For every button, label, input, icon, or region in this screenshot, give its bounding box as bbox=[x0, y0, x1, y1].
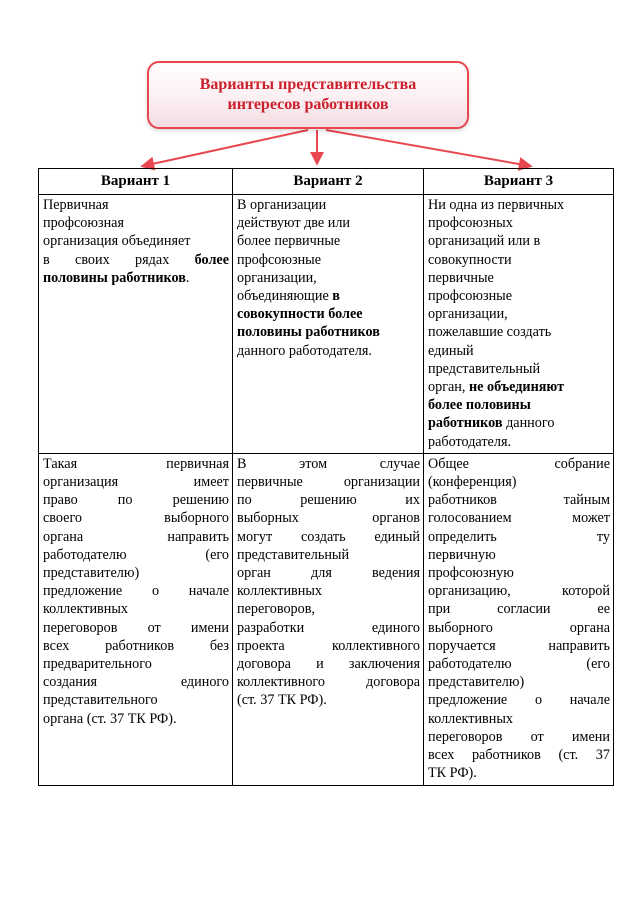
text-line: организацию, которой bbox=[428, 583, 610, 600]
text-line: Ни одна из первичных bbox=[428, 197, 565, 213]
header-variant-2: Вариант 2 bbox=[233, 169, 424, 195]
text-line: переговоров от имени bbox=[428, 728, 610, 745]
text-line: могут создать единый bbox=[237, 528, 420, 545]
text-line: профсоюзные bbox=[237, 251, 321, 268]
text-line bbox=[237, 287, 420, 305]
bold-line: совокупности более bbox=[237, 306, 363, 323]
text-line: коллективных bbox=[237, 583, 322, 600]
header-row bbox=[39, 169, 614, 195]
text-line: работодателю (его bbox=[428, 656, 610, 673]
text-line: пожелавшие создать bbox=[428, 324, 552, 341]
text-line: представительный bbox=[237, 546, 350, 563]
text-line: переговоров от имени bbox=[43, 619, 229, 636]
arrow-to-variant-1 bbox=[143, 130, 308, 166]
table-row bbox=[39, 453, 614, 785]
text-fragment: в своих рядах bbox=[43, 251, 170, 268]
text-line: единый bbox=[428, 342, 474, 359]
text-line: (ст. 37 ТК РФ). bbox=[237, 692, 327, 709]
text-line: при согласии ее bbox=[428, 601, 610, 618]
text-line: коллективного договора bbox=[237, 674, 420, 691]
cell-r1-variant-1 bbox=[39, 195, 233, 454]
text-line: профсоюзных bbox=[428, 215, 513, 232]
text-line: по решению их bbox=[237, 492, 420, 509]
text-line: всех работников без bbox=[43, 637, 229, 654]
text-line: создания единого bbox=[43, 674, 229, 691]
text-line: совокупности bbox=[428, 251, 512, 268]
text-line: договора и заключения bbox=[237, 656, 420, 673]
text-line: коллективных bbox=[428, 710, 513, 727]
text-fragment: данного bbox=[506, 415, 555, 432]
title-box bbox=[147, 61, 469, 129]
text-line: действуют две или bbox=[237, 215, 351, 232]
text-line: выборных органов bbox=[237, 510, 420, 527]
text-line bbox=[428, 414, 610, 432]
bold-fragment: не объединяют bbox=[469, 379, 565, 396]
text-line bbox=[43, 251, 229, 269]
text-line: профсоюзную bbox=[428, 565, 514, 582]
bold-fragment: работников bbox=[428, 415, 503, 432]
text-line: данного работодателя. bbox=[237, 342, 372, 359]
text-line: организация имеет bbox=[43, 474, 229, 491]
arrow-to-variant-3 bbox=[326, 130, 530, 166]
text-line bbox=[428, 378, 610, 396]
text-line: коллективных bbox=[43, 601, 128, 618]
text-line: первичную bbox=[428, 546, 496, 563]
text-line: представительный bbox=[428, 360, 541, 377]
text-line: разработки единого bbox=[237, 619, 420, 636]
text-line: право по решению bbox=[43, 492, 229, 509]
cell-r2-variant-3 bbox=[424, 453, 614, 785]
text-line: первичные bbox=[428, 269, 494, 286]
text-line: органа (ст. 37 ТК РФ). bbox=[43, 710, 177, 727]
text-line: своего выборного bbox=[43, 510, 229, 527]
text-line: профсоюзная bbox=[43, 215, 124, 232]
text-line: организации, bbox=[237, 269, 317, 286]
text-line: проекта коллективного bbox=[237, 637, 420, 654]
variants-table bbox=[38, 168, 614, 786]
text-line: органа направить bbox=[43, 528, 229, 545]
text-line: поручается направить bbox=[428, 637, 610, 654]
header-variant-1: Вариант 1 bbox=[39, 169, 233, 195]
text-line: организации, bbox=[428, 306, 508, 323]
text-line: работодателю (его bbox=[43, 546, 229, 563]
cell-r2-variant-2 bbox=[233, 453, 424, 785]
text-line: голосованием может bbox=[428, 510, 610, 527]
text-fragment: объединяющие bbox=[237, 288, 329, 305]
cell-r1-variant-2 bbox=[233, 195, 424, 454]
text-line: профсоюзные bbox=[428, 288, 512, 305]
cell-r2-variant-1 bbox=[39, 453, 233, 785]
bold-line: более половины bbox=[428, 397, 531, 414]
text-line: работников тайным bbox=[428, 492, 610, 509]
text-line: всех работников (ст. 37 bbox=[428, 747, 610, 764]
table-row bbox=[39, 195, 614, 454]
text-line: предварительного bbox=[43, 656, 152, 673]
title-line-1: Варианты представительства bbox=[199, 76, 417, 93]
text-line: предложение о начале bbox=[43, 583, 229, 600]
title-line-2: интересов работников bbox=[227, 96, 389, 113]
text-line: представителю) bbox=[43, 565, 140, 582]
bold-fragment: в bbox=[332, 288, 340, 305]
text-line: Общее собрание bbox=[428, 455, 610, 472]
text-line: представителю) bbox=[428, 674, 525, 691]
bold-fragment: более bbox=[194, 251, 230, 268]
bold-fragment: половины работников bbox=[43, 269, 186, 286]
text-line: первичные организации bbox=[237, 474, 420, 491]
header-variant-3: Вариант 3 bbox=[424, 169, 614, 195]
text-line: работодателя. bbox=[428, 433, 512, 450]
bold-line: половины работников bbox=[237, 324, 380, 341]
text-line: организаций или в bbox=[428, 233, 541, 250]
text-line: выборного органа bbox=[428, 619, 610, 636]
text-line: определить ту bbox=[428, 528, 610, 545]
text-line: организация объединяет bbox=[43, 233, 191, 250]
text-line: представительного bbox=[43, 692, 158, 709]
cell-r1-variant-3 bbox=[424, 195, 614, 454]
text-line: Первичная bbox=[43, 197, 109, 213]
diagram-title bbox=[163, 75, 453, 115]
text-line: В организации bbox=[237, 197, 327, 213]
text-line: орган для ведения bbox=[237, 565, 420, 582]
text-line: ТК РФ). bbox=[428, 765, 477, 782]
text-line: В этом случае bbox=[237, 455, 420, 472]
text-line: более первичные bbox=[237, 233, 341, 250]
text-line: Такая первичная bbox=[43, 455, 229, 472]
text-line bbox=[43, 269, 229, 287]
text-line: переговоров, bbox=[237, 601, 315, 618]
text-line: (конференция) bbox=[428, 474, 517, 491]
text-fragment: . bbox=[185, 269, 190, 286]
text-line: предложение о начале bbox=[428, 692, 610, 709]
text-fragment: орган, bbox=[428, 379, 466, 396]
